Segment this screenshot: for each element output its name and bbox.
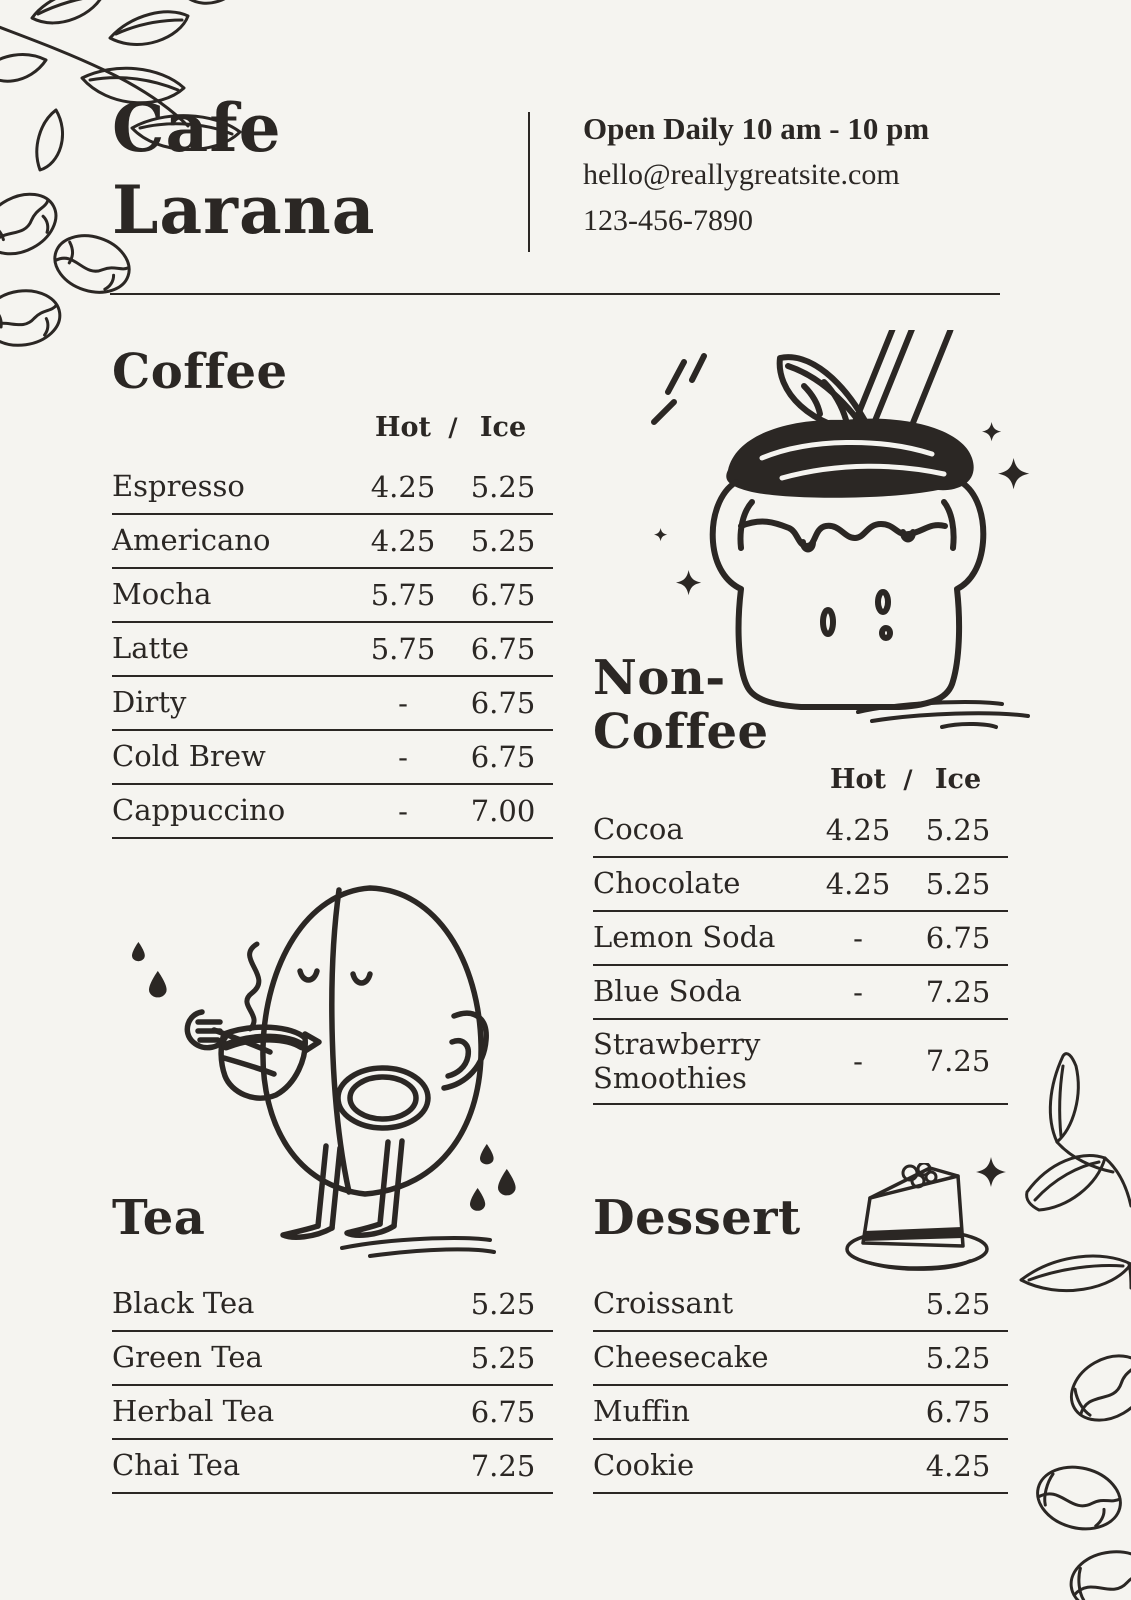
cake-slice-illustration: [840, 1163, 995, 1275]
column-slash: /: [903, 765, 913, 794]
menu-row: [112, 1386, 553, 1440]
dessert-table: [593, 1278, 1008, 1494]
menu-row: [112, 1440, 553, 1494]
ice-column-header: Ice: [934, 764, 982, 795]
cafe-title: [112, 88, 375, 252]
item-price-hot: -: [853, 920, 863, 955]
menu-row: [112, 569, 553, 623]
item-name: Herbal Tea: [112, 1394, 275, 1429]
menu-row: [112, 1332, 553, 1386]
contact-phone: 123-456-7890: [583, 204, 753, 237]
menu-row: [112, 623, 553, 677]
item-price: 6.75: [925, 1394, 991, 1429]
item-name: Americano: [112, 523, 271, 558]
item-name: Espresso: [112, 469, 245, 504]
non-coffee-section-title: [593, 652, 1008, 760]
tea-section-title: Tea: [112, 1190, 206, 1246]
item-price-hot: -: [398, 739, 408, 774]
item-price-ice: 6.75: [925, 920, 991, 955]
item-name: Croissant: [593, 1286, 734, 1321]
header-divider: [528, 112, 530, 252]
coffee-table: [112, 461, 553, 839]
non-coffee-section: [593, 652, 1008, 1105]
item-name: Cappuccino: [112, 793, 286, 828]
item-price-ice: 6.75: [470, 739, 536, 774]
item-price-ice: 7.00: [470, 793, 536, 828]
item-price-ice: 6.75: [470, 685, 536, 720]
menu-row: [593, 804, 1008, 858]
item-price-hot: 4.25: [825, 812, 891, 847]
item-price-hot: -: [398, 685, 408, 720]
item-name: Cookie: [593, 1448, 695, 1483]
item-price: 5.25: [925, 1286, 991, 1321]
item-price-ice: 5.25: [470, 469, 536, 504]
opening-hours: Open Daily 10 am - 10 pm: [583, 111, 930, 146]
item-price-ice: 6.75: [470, 577, 536, 612]
cafe-title-line2: Larana: [112, 170, 376, 249]
item-name: Strawberry Smoothies: [593, 1026, 761, 1096]
item-price-hot: 4.25: [370, 469, 436, 504]
menu-row: [593, 1020, 1008, 1106]
menu-row: [593, 966, 1008, 1020]
dessert-section-title: Dessert: [593, 1190, 801, 1246]
menu-row: [112, 1278, 553, 1332]
leaves-and-beans-illustration: [1001, 1040, 1131, 1600]
menu-row: [112, 677, 553, 731]
tea-section: [112, 1192, 553, 1494]
item-price-hot: -: [398, 793, 408, 828]
item-name: Lemon Soda: [593, 920, 776, 955]
item-name: Dirty: [112, 685, 187, 720]
non-coffee-columns-header: [593, 760, 1008, 800]
coffee-section: [112, 346, 553, 839]
item-name: Black Tea: [112, 1286, 255, 1321]
item-price: 4.25: [925, 1448, 991, 1483]
menu-row: [593, 1278, 1008, 1332]
item-price-hot: -: [853, 974, 863, 1009]
non-coffee-title-line1: Non-: [593, 650, 726, 706]
item-name: Mocha: [112, 577, 212, 612]
item-name: Chocolate: [593, 866, 741, 901]
menu-row: [112, 461, 553, 515]
cafe-title-line1: Cafe: [112, 89, 282, 167]
item-name: Cold Brew: [112, 739, 266, 774]
item-name: Latte: [112, 631, 190, 666]
item-price-hot: -: [853, 1044, 863, 1079]
menu-row: [593, 1332, 1008, 1386]
item-name: Chai Tea: [112, 1448, 241, 1483]
coffee-section-title: Coffee: [112, 344, 288, 400]
header-rule: [110, 293, 1000, 295]
item-price: 5.25: [925, 1340, 991, 1375]
ice-column-header: Ice: [479, 412, 527, 444]
hot-column-header: Hot: [375, 412, 431, 444]
item-name: Green Tea: [112, 1340, 263, 1375]
menu-row: [593, 858, 1008, 912]
menu-row: [593, 1440, 1008, 1494]
item-price-hot: 5.75: [370, 577, 436, 612]
menu-row: [112, 731, 553, 785]
item-price: 5.25: [470, 1340, 536, 1375]
item-price-hot: 5.75: [370, 631, 436, 666]
item-price-ice: 5.25: [925, 866, 991, 901]
non-coffee-title-line2: Coffee: [593, 703, 769, 760]
item-price-ice: 7.25: [925, 1044, 991, 1079]
item-name: Cheesecake: [593, 1340, 769, 1375]
item-price-hot: 4.25: [370, 523, 436, 558]
menu-row: [593, 912, 1008, 966]
contact-block: [583, 106, 929, 244]
item-price: 6.75: [470, 1394, 536, 1429]
coffee-columns-header: [112, 408, 553, 448]
item-name: Muffin: [593, 1394, 690, 1429]
non-coffee-table: [593, 804, 1008, 1106]
menu-row: [112, 515, 553, 569]
item-price: 7.25: [470, 1448, 536, 1483]
contact-email: hello@reallygreatsite.com: [583, 158, 900, 191]
column-slash: /: [448, 413, 458, 443]
hot-column-header: Hot: [830, 764, 886, 795]
item-price-ice: 5.25: [925, 812, 991, 847]
menu-row: [112, 785, 553, 839]
item-price-ice: 6.75: [470, 631, 536, 666]
item-price-ice: 5.25: [470, 523, 536, 558]
item-price-hot: 4.25: [825, 866, 891, 901]
item-name: Blue Soda: [593, 974, 742, 1009]
item-price: 5.25: [470, 1286, 536, 1321]
menu-row: [593, 1386, 1008, 1440]
item-price-ice: 7.25: [925, 974, 991, 1009]
tea-table: [112, 1278, 553, 1494]
item-name: Cocoa: [593, 812, 684, 847]
